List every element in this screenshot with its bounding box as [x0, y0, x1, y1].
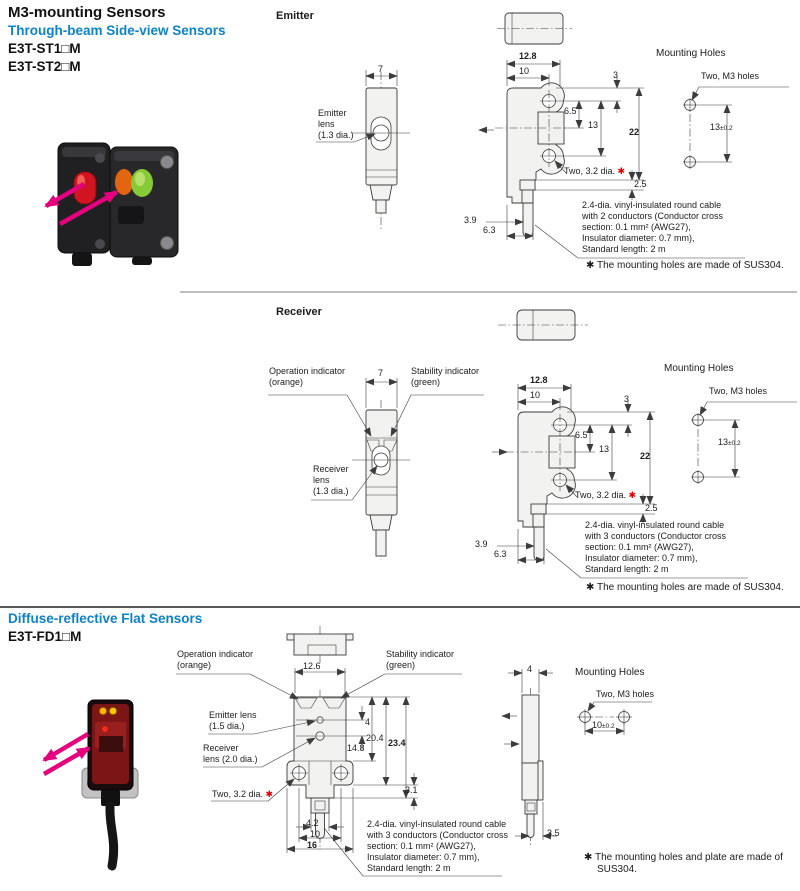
dim-neck-width: 4.2 — [306, 818, 319, 828]
dim-slot: 6.5 — [575, 430, 588, 440]
emitter-lens-label: lens — [318, 119, 335, 129]
orange-led — [109, 707, 117, 715]
receiver-lens-label: lens — [313, 475, 330, 485]
light-beam-arrow — [44, 748, 89, 774]
operation-indicator-label: (orange) — [177, 660, 212, 670]
stability-indicator-label: (green) — [386, 660, 416, 670]
sus304-footnote: ✱ The mounting holes are made of SUS304. — [586, 582, 784, 593]
operation-indicator-label: Operation indicator — [269, 366, 346, 376]
operation-indicator-label: (orange) — [269, 377, 304, 387]
subsection-title-diffuse: Diffuse-reflective Flat Sensors — [8, 611, 203, 626]
dim-hole-top: 3 — [613, 70, 619, 80]
mounting-holes-heading: Mounting Holes — [656, 48, 726, 59]
dim-cable-left: 3.9 — [464, 215, 477, 225]
emitter-heading: Emitter — [276, 10, 314, 22]
emitter-top-view-drawing — [497, 13, 572, 44]
cable-note-line: Insulator diameter: 0.7 mm), — [367, 852, 480, 862]
mounting-holes-heading: Mounting Holes — [664, 363, 734, 374]
dim-side-width: 4 — [527, 664, 533, 674]
cable-note-line: section: 0.1 mm² (AWG27), — [367, 841, 476, 851]
emitter-lens-label: (1.3 dia.) — [318, 130, 354, 140]
cable-note-line: 2.4-dia. vinyl-insulated round cable — [585, 520, 725, 530]
receiver-top-view-drawing — [498, 310, 588, 340]
holes-callout: Two, 3.2 dia. ✱ — [575, 490, 637, 500]
dim-hole-top: 3 — [624, 394, 630, 404]
emitter-front-view-drawing — [316, 70, 410, 230]
model-number: E3T-FD1□M — [8, 629, 82, 644]
dim-tail: 2.5 — [634, 179, 647, 189]
sus304-footnote: ✱ The mounting holes and plate are made of — [584, 852, 783, 863]
orange-indicator — [115, 169, 133, 195]
mounting-pitch: 13±0.2 — [718, 437, 741, 447]
cable-note-line: section: 0.1 mm² (AWG27), — [585, 542, 694, 552]
diffuse-top-view-drawing — [287, 626, 353, 693]
mounting-holes-label: Two, M3 holes — [596, 689, 655, 699]
dim-height: 22 — [629, 127, 640, 137]
cable-note-line: with 3 conductors (Conductor cross — [585, 531, 727, 541]
holes-callout: Two, 3.2 dia. ✱ — [212, 789, 274, 799]
cable-note-line: Standard length: 2 m — [585, 564, 669, 574]
dim-plate: 3.1 — [405, 785, 418, 795]
dim-width-inner: 10 — [519, 66, 530, 76]
receiver-lens-label: Receiver — [313, 464, 349, 474]
photo-through-beam-sensors — [46, 143, 178, 266]
mounting-pitch: 13±0.2 — [710, 122, 733, 132]
receiver-lens-label: (1.3 dia.) — [313, 486, 349, 496]
dim-front-width: 7 — [378, 64, 384, 74]
emitter-lens-label: Emitter — [318, 108, 347, 118]
cable-note-line: with 3 conductors (Conductor cross — [367, 830, 509, 840]
cable-note-line: 2.4-dia. vinyl-insulated round cable — [367, 819, 507, 829]
subsection-title-through-beam: Through-beam Side-view Sensors — [8, 23, 226, 38]
dim-width: 12.8 — [530, 375, 548, 385]
page-title: M3-mounting Sensors — [8, 4, 166, 21]
cable-note-line: 2.4-dia. vinyl-insulated round cable — [582, 200, 722, 210]
cable-note-line: Standard length: 2 m — [582, 244, 666, 254]
mounting-holes-label: Two, M3 holes — [701, 71, 760, 81]
dim-slot: 6.5 — [564, 106, 577, 116]
photo-diffuse-sensor — [44, 700, 138, 866]
cable-note-line: section: 0.1 mm² (AWG27), — [582, 222, 691, 232]
operation-indicator-label: Operation indicator — [177, 649, 254, 659]
dim-holes-width: 10 — [310, 829, 321, 839]
receiver-lens-label: Receiver — [203, 743, 239, 753]
dim-top-width: 12.6 — [303, 661, 321, 671]
receiver-mounting-holes-drawing — [691, 402, 797, 484]
sus304-footnote: SUS304. — [597, 864, 638, 875]
mounting-holes-heading: Mounting Holes — [575, 667, 645, 678]
dim-pitch: 13 — [599, 444, 610, 454]
dim-tail: 2.5 — [645, 503, 658, 513]
receiver-front-view-drawing — [268, 378, 484, 560]
dim-cable-right: 6.3 — [494, 549, 507, 559]
dim-width-inner: 10 — [530, 390, 541, 400]
dim-h1: 14.8 — [347, 743, 365, 753]
cable-note-line: with 2 conductors (Conductor cross — [582, 211, 724, 221]
model-number: E3T-ST2□M — [8, 59, 81, 74]
diffuse-side-view-drawing — [502, 669, 557, 845]
dim-cable-left: 3.9 — [475, 539, 488, 549]
dim-h2: 20.4 — [366, 733, 384, 743]
orange-led — [99, 707, 107, 715]
stability-indicator-label: Stability indicator — [411, 366, 480, 376]
model-number: E3T-ST1□M — [8, 41, 81, 56]
emitter-lens-label: Emitter lens — [209, 710, 257, 720]
receiver-lens-label: lens (2.0 dia.) — [203, 754, 258, 764]
receiver-heading: Receiver — [276, 306, 322, 318]
cable-note-line: Insulator diameter: 0.7 mm), — [585, 553, 698, 563]
dim-front-width: 7 — [378, 368, 384, 378]
emitter-lens-label: (1.5 dia.) — [209, 721, 245, 731]
dim-cable-right: 6.3 — [483, 225, 496, 235]
cable-note-line: Insulator diameter: 0.7 mm), — [582, 233, 695, 243]
dim-pitch: 13 — [588, 120, 599, 130]
dim-width: 12.8 — [519, 51, 537, 61]
mounting-pitch: 10±0.2 — [592, 720, 615, 730]
light-beam-arrow — [44, 734, 88, 760]
stability-indicator-label: (green) — [411, 377, 441, 387]
dim-height: 22 — [640, 451, 651, 461]
dim-total-width: 16 — [307, 840, 318, 850]
dim-side-plate: 3.5 — [547, 828, 560, 838]
dim-h3: 23.4 — [388, 738, 406, 748]
holes-callout: Two, 3.2 dia. ✱ — [564, 166, 626, 176]
sus304-footnote: ✱ The mounting holes are made of SUS304. — [586, 260, 784, 271]
cable-note-line: Standard length: 2 m — [367, 863, 451, 873]
dim-lens-gap: 4 — [365, 717, 371, 727]
stability-indicator-label: Stability indicator — [386, 649, 455, 659]
mounting-holes-label: Two, M3 holes — [709, 386, 768, 396]
